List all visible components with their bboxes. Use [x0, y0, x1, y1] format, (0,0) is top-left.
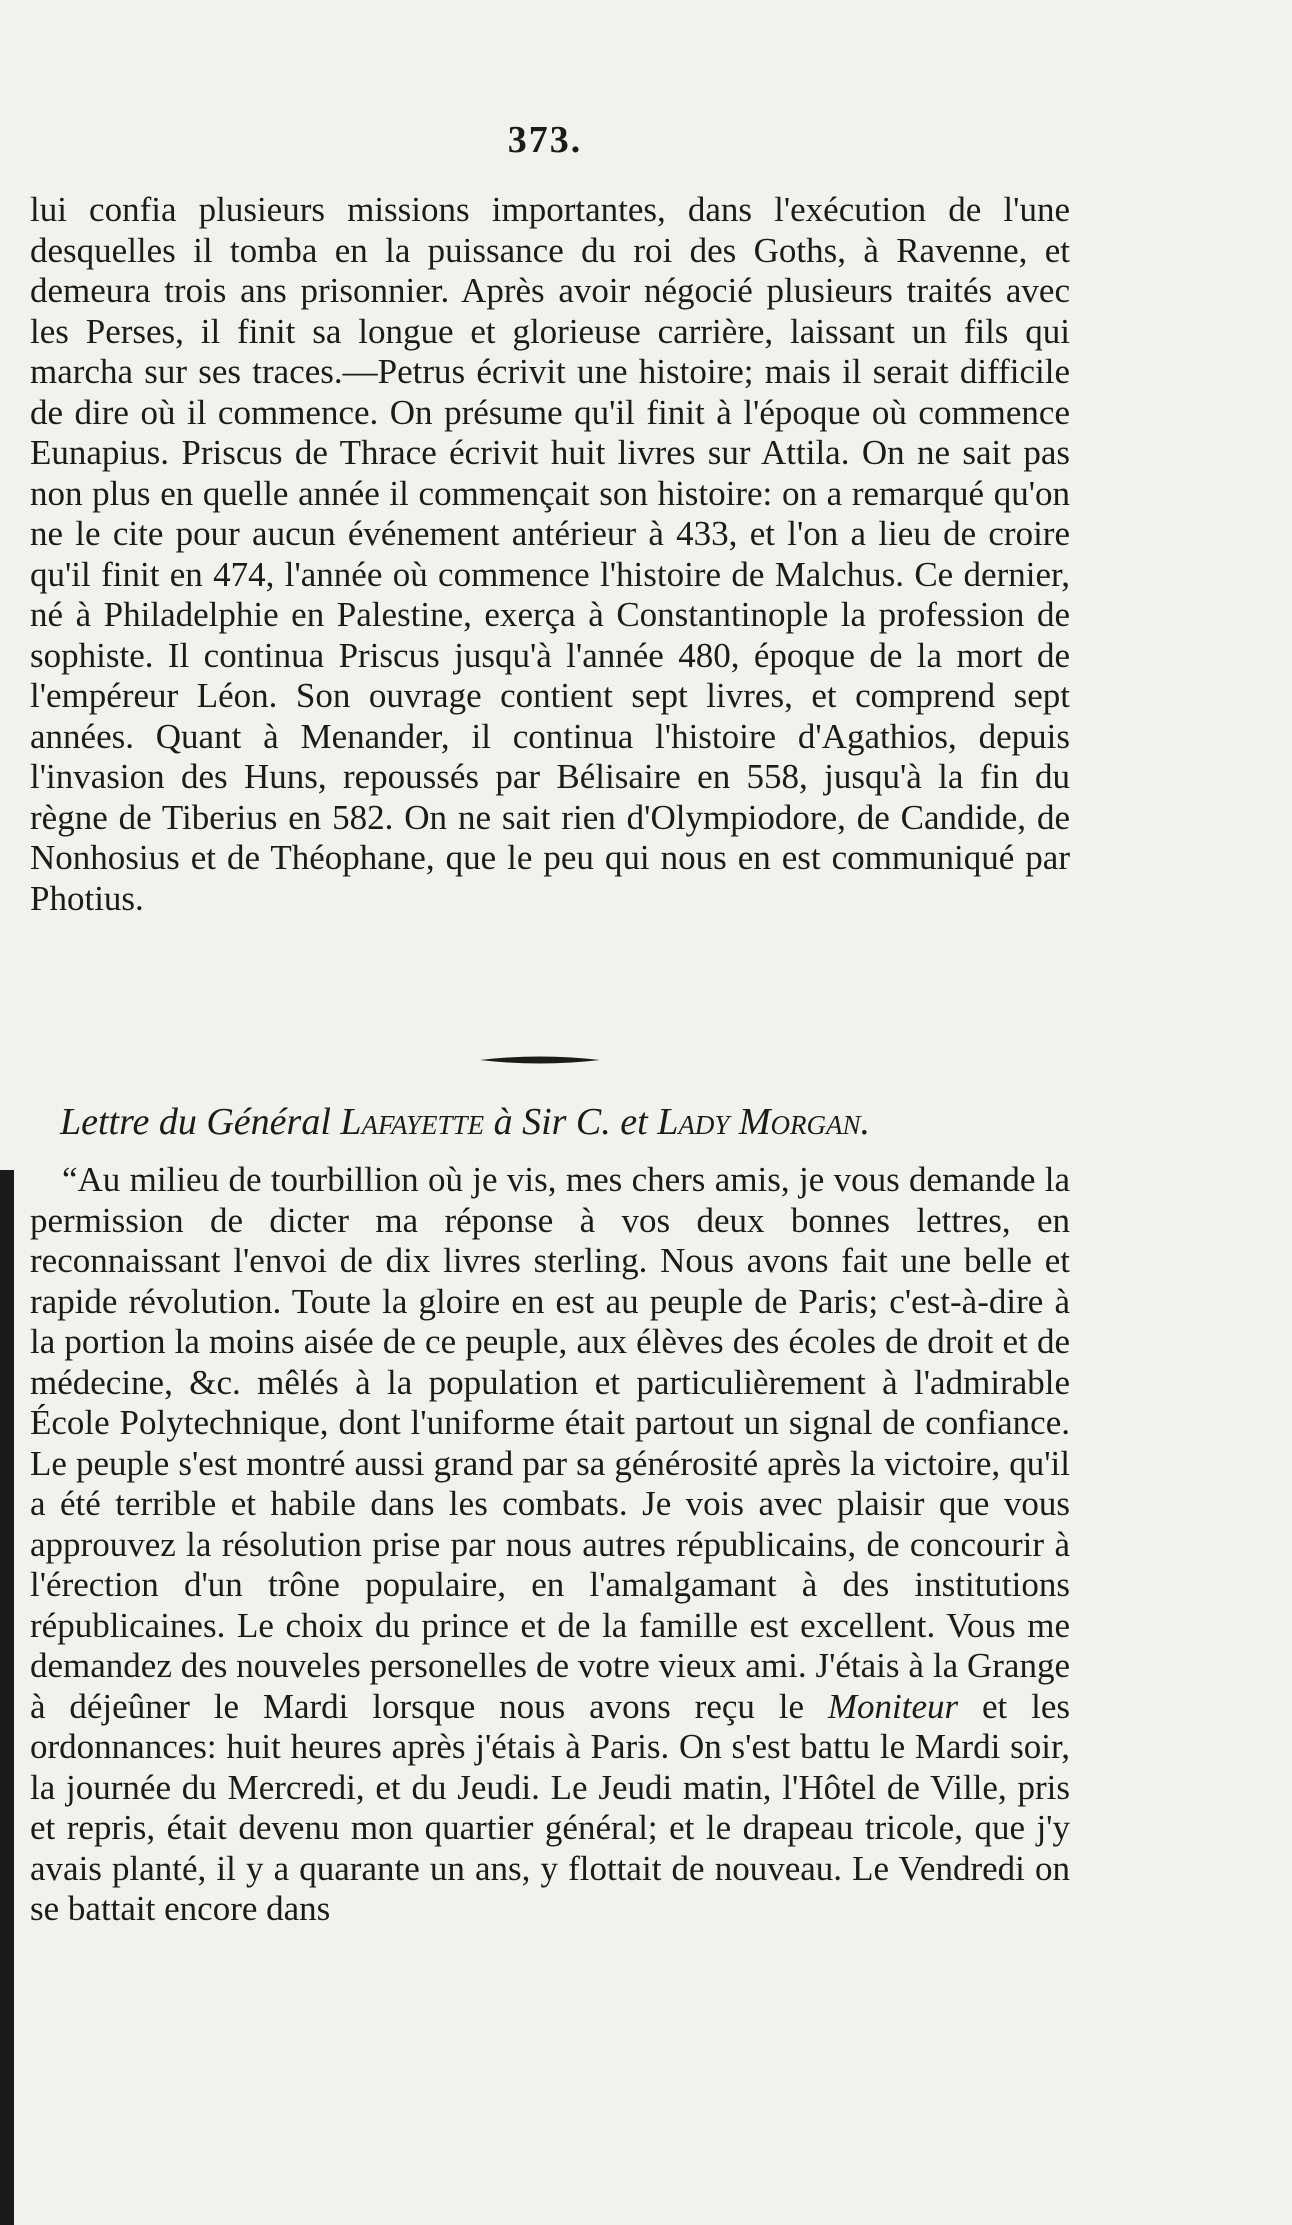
- letter-title-middle: à Sir C. et: [484, 1101, 658, 1143]
- letter-title-author: Lafayette: [340, 1101, 485, 1143]
- letter-title: [60, 1100, 1060, 1144]
- letter-title-prefix: Lettre du Général: [60, 1101, 341, 1143]
- letter-text-part-1: “Au milieu de tourbillion où je vis, mes chers amis, je vous demande la permission de dicter ma réponse à vos deux bonnes lettres, en reconnaissant l'envoi de dix livres sterling. Nous avons fait une belle et rapide révolution. Toute la gloire en est au peuple de Paris; c'est-à-dire à la portion la moins aisée de ce peuple, aux élèves des écoles de droit et de médecine, &c. mêlés à la population et particulièrement à l'admirable École Polytechnique, dont l'uniforme était partout un signal de confiance. Le peuple s'est montré aussi grand par sa générosité après la victoire, qu'il a été terrible et habile dans les combats. Je vois avec plaisir que vous approuvez la résolution prise par nous autres républicains, de concourir à l'érection d'un trône populaire, en l'amalgamant à des institutions républicaines. Le choix du prince et de la famille est excellent. Vous me demandez des nouveles personelles de votre vieux ami. J'étais à la Grange à déjeûner le Mardi lorsque nous avons reçu le: [30, 1160, 1070, 1726]
- letter-italic-moniteur: Moniteur: [827, 1686, 959, 1726]
- letter-paragraph: [30, 1160, 1070, 1930]
- letter-text-part-2: et les ordonnances: huit heures après j'étais à Paris. On s'est battu le Mardi soir, la journée du Mercredi, et du Jeudi. Le Jeudi matin, l'Hôtel de Ville, pris et repris, était devenu mon quartier général; et le drapeau tricole, que j'y avais planté, il y a quarante un ans, y flottait de nouveau. Le Vendredi on se battait encore dans: [30, 1686, 1071, 1928]
- letter-body-block: [30, 1160, 1070, 1930]
- letter-title-recipient: Lady Morgan.: [657, 1101, 870, 1143]
- history-paragraph-block: [30, 190, 1070, 919]
- page-number: 373.: [507, 119, 583, 161]
- history-paragraph: lui confia plusieurs missions importantes, dans l'exécution de l'une desquelles il tomba en la puissance du roi des Goths, à Ravenne, et demeura trois ans prisonnier. Après avoir négocié plusieurs traités avec les Perses, il finit sa longue et glorieuse carrière, laissant un fils qui marcha sur ses traces.—Petrus écrivit une histoire; mais il serait difficile de dire où il commence. On présume qu'il finit à l'époque où commence Eunapius. Priscus de Thrace écrivit huit livres sur Attila. On ne sait pas non plus en quelle année il commençait son histoire: on a remarqué qu'on ne le cite pour aucun événement antérieur à 433, et l'on a lieu de croire qu'il finit en 474, l'année où commence l'histoire de Malchus. Ce dernier, né à Philadelphie en Palestine, exerça à Constantinople la profession de sophiste. Il continua Priscus jusqu'à l'année 480, époque de la mort de l'empéreur Léon. Son ouvrage contient sept livres, et comprend sept années. Quant à Menander, il continua l'histoire d'Agathios, depuis l'invasion des Huns, repoussés par Bélisaire en 558, jusqu'à la fin du règne de Tiberius en 582. On ne sait rien d'Olympiodore, de Candide, de Nonhosius et de Théophane, que le peu qui nous en est communiqué par Photius.: [30, 190, 1070, 918]
- section-separator-rule: [480, 1053, 600, 1067]
